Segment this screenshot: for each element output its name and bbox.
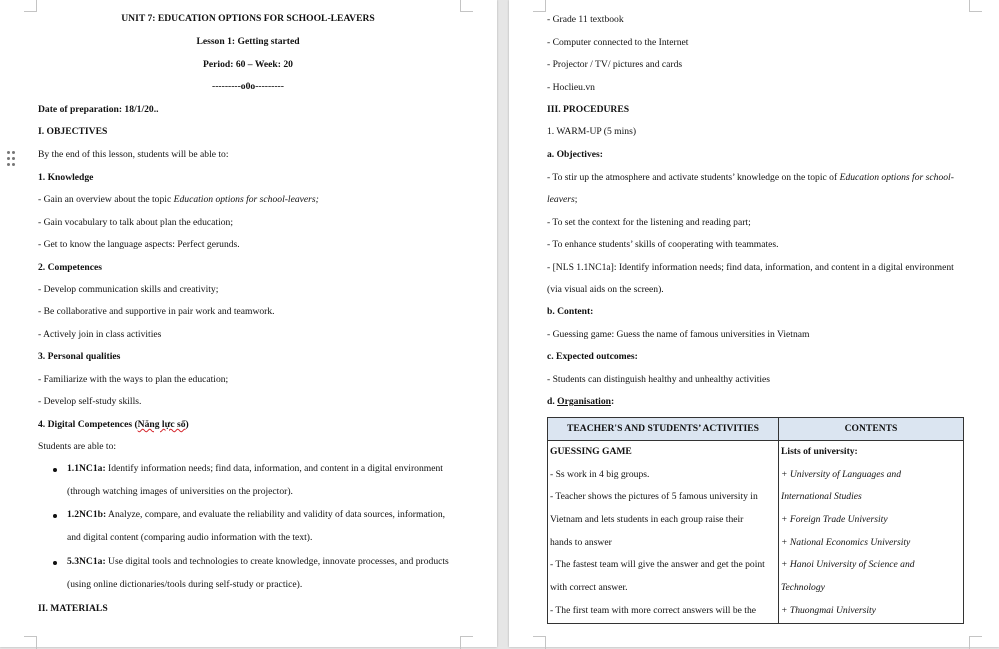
quality-item-2: - Develop self-study skills. <box>38 396 142 407</box>
warmup-heading: 1. WARM-UP (5 mins) <box>547 126 637 137</box>
table-cell-line: GUESSING GAME <box>550 446 632 457</box>
organisation-label <box>547 396 614 408</box>
drag-handle-icon[interactable] <box>7 151 17 167</box>
digital-item-3-continued: (using online dictionaries/tools during self-study or practice). <box>67 579 303 590</box>
objectives-intro: By the end of this lesson, students will be able to: <box>38 149 229 160</box>
digital-item-3-code: 5.3NC1a: <box>67 556 106 567</box>
objective-item-3: - To enhance students’ skills of cooperating with teammates. <box>547 239 779 250</box>
organisation-prefix: d. <box>547 396 558 407</box>
objectives-label: a. Objectives: <box>547 149 603 160</box>
digital-item-3 <box>67 556 449 568</box>
period-line: Period: 60 – Week: 20 <box>203 59 293 70</box>
digital-item-2-continued: and digital content (comparing audio information with the text). <box>67 532 313 543</box>
date-of-preparation: Date of preparation: 18/1/20.. <box>38 104 159 115</box>
table-cell-line: - The fastest team will give the answer and get the point <box>550 559 765 571</box>
crop-mark-bottom-left <box>24 636 37 649</box>
contents-cell[interactable] <box>779 441 964 624</box>
table-cell-line: + Thuongmai University <box>781 604 876 616</box>
digital-item-1 <box>67 463 443 475</box>
quality-item-1: - Familiarize with the ways to plan the education; <box>38 374 229 385</box>
outcomes-item-1: - Students can distinguish healthy and unhealthy activities <box>547 374 771 385</box>
document-page-right <box>509 0 999 647</box>
materials-heading: II. MATERIALS <box>38 603 108 614</box>
bullet-icon <box>53 561 57 565</box>
crop-mark-bottom-right <box>460 636 473 649</box>
organisation-suffix: : <box>610 396 615 407</box>
digital-heading-text: 4. Digital Competences ( <box>38 419 138 430</box>
table-cell-line: Technology <box>781 582 825 594</box>
material-item-1: - Grade 11 textbook <box>547 14 624 25</box>
table-cell-line: hands to answer <box>550 536 612 548</box>
objective-item-1-end: ; <box>574 194 578 205</box>
table-cell-line: - Teacher shows the pictures of 5 famous university in <box>550 491 758 503</box>
competence-item-3: - Actively join in class activities <box>38 329 162 340</box>
bullet-icon <box>53 468 57 472</box>
crop-mark-top-right <box>460 0 473 12</box>
objective-item-4-continued: (via visual aids on the screen). <box>547 284 664 295</box>
lesson-title: Lesson 1: Getting started <box>196 36 300 47</box>
table-header-activities: TEACHER'S AND STUDENTS’ ACTIVITIES <box>548 418 779 441</box>
table-header-row <box>548 418 964 441</box>
document-page-left <box>0 0 497 647</box>
content-label: b. Content: <box>547 306 594 317</box>
digital-item-2-code: 1.2NC1b: <box>67 509 107 520</box>
knowledge-heading: 1. Knowledge <box>38 172 94 183</box>
knowledge-item-3: - Get to know the language aspects: Perfect gerunds. <box>38 239 240 250</box>
material-item-3: - Projector / TV/ pictures and cards <box>547 59 683 70</box>
table-cell-line: - Ss work in 4 big groups. <box>550 468 650 480</box>
digital-competences-heading <box>38 419 189 431</box>
table-cell-line: with correct answer. <box>550 582 628 594</box>
activities-cell[interactable] <box>548 441 779 624</box>
objective-item-1-topic-end: leavers <box>547 194 575 205</box>
qualities-heading: 3. Personal qualities <box>38 351 121 362</box>
digital-heading-end: ) <box>185 419 189 430</box>
competences-heading: 2. Competences <box>38 262 102 273</box>
divider-line: ---------o0o--------- <box>212 81 284 92</box>
digital-intro: Students are able to: <box>38 441 117 452</box>
crop-mark-top-left <box>533 0 546 12</box>
table-header-contents: CONTENTS <box>779 418 964 441</box>
competence-item-2: - Be collaborative and supportive in pair work and teamwork. <box>38 306 275 317</box>
bullet-icon <box>53 514 57 518</box>
outcomes-label: c. Expected outcomes: <box>547 351 638 362</box>
digital-item-1-text: Identify information needs; find data, information, and content in a digital environment <box>105 463 443 474</box>
crop-mark-top-left <box>24 0 37 12</box>
objective-item-1 <box>547 172 954 184</box>
digital-item-3-text: Use digital tools and technologies to create knowledge, innovate processes, and products <box>105 556 449 567</box>
table-cell-line: + National Economics University <box>781 536 911 548</box>
digital-item-2-text: Analyze, compare, and evaluate the reliability and validity of data sources, information, <box>106 509 446 520</box>
knowledge-item-1-text: - Gain an overview about the topic <box>38 194 174 205</box>
material-item-4: - Hoclieu.vn <box>547 82 595 93</box>
knowledge-item-1-topic: Education options for school-leavers; <box>173 194 319 205</box>
crop-mark-bottom-left <box>533 636 546 649</box>
objective-item-2: - To set the context for the listening and reading part; <box>547 217 751 228</box>
objective-item-1-continued <box>547 194 577 206</box>
table-cell-line: + University of Languages and <box>781 468 901 480</box>
content-item-1: - Guessing game: Guess the name of famous universities in Vietnam <box>547 329 810 340</box>
knowledge-item-1 <box>38 194 319 206</box>
crop-mark-top-right <box>969 0 982 12</box>
table-cell-line: + Foreign Trade University <box>781 514 888 526</box>
procedures-heading: III. PROCEDURES <box>547 104 630 115</box>
digital-item-1-code: 1.1NC1a: <box>67 463 106 474</box>
crop-mark-bottom-right <box>969 636 982 649</box>
activities-table <box>547 417 964 624</box>
competence-item-1: - Develop communication skills and creativity; <box>38 284 219 295</box>
table-cell-line: - The first team with more correct answers will be the <box>550 604 757 616</box>
organisation-word: Organisation <box>557 396 611 407</box>
table-row <box>548 441 964 624</box>
table-cell-line: Vietnam and lets students in each group raise their <box>550 514 744 526</box>
table-cell-line: + Hanoi University of Science and <box>781 559 915 571</box>
material-item-2: - Computer connected to the Internet <box>547 37 689 48</box>
unit-title: UNIT 7: EDUCATION OPTIONS FOR SCHOOL-LEAVERS <box>121 13 375 24</box>
digital-heading-vn: Năng lực số <box>137 419 186 430</box>
knowledge-item-2: - Gain vocabulary to talk about plan the education; <box>38 217 234 228</box>
objectives-heading: I. OBJECTIVES <box>38 126 108 137</box>
objective-item-1-text: - To stir up the atmosphere and activate students’ knowledge on the topic of <box>547 172 840 183</box>
table-cell-line: International Studies <box>781 491 862 503</box>
table-cell-line: Lists of university: <box>781 446 858 457</box>
digital-item-1-continued: (through watching images of universities on the projector). <box>67 486 293 497</box>
digital-item-2 <box>67 509 445 521</box>
objective-item-4: - [NLS 1.1NC1a]: Identify information needs; find data, information, and content in a digital environment <box>547 262 954 273</box>
objective-item-1-topic: Education options for school- <box>839 172 954 183</box>
